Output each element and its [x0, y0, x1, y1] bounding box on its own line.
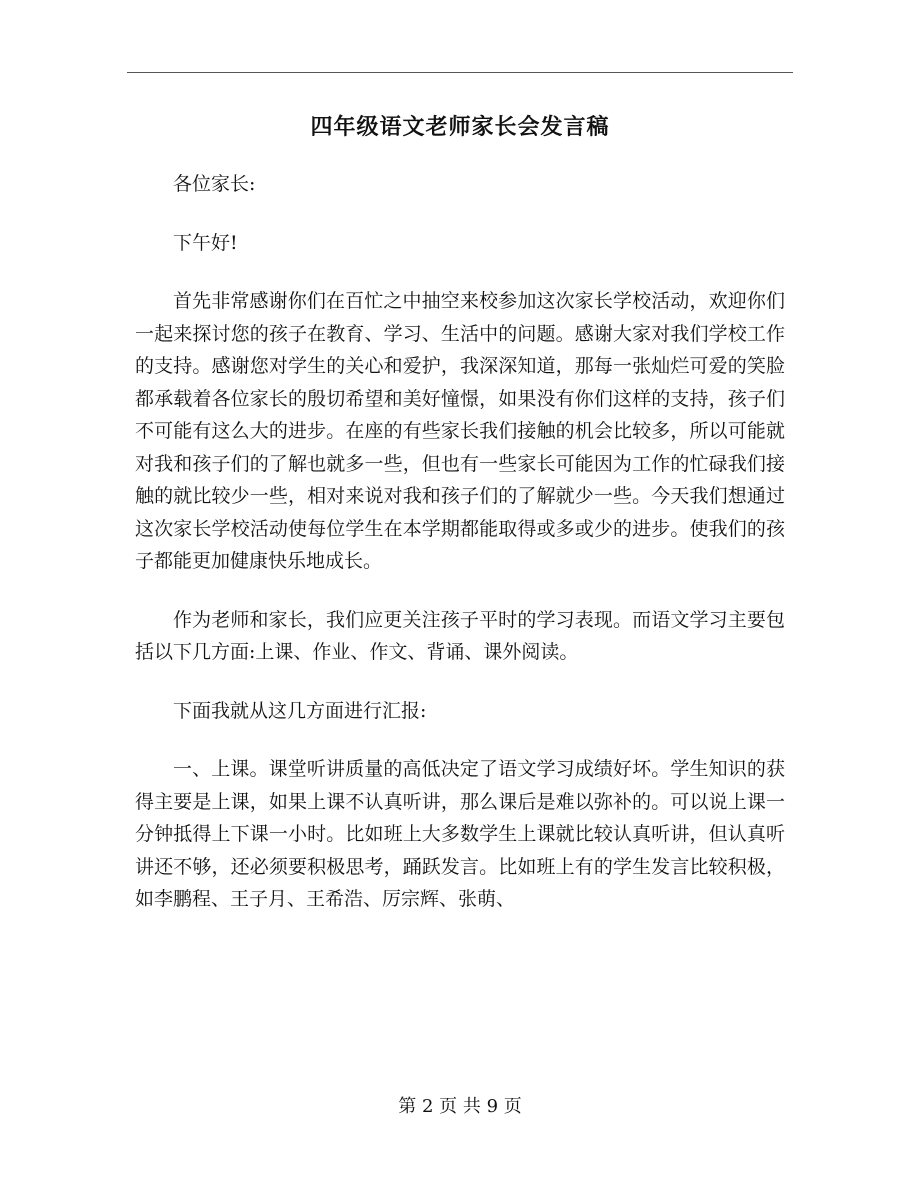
page-number: 第 2 页 共 9 页	[398, 1096, 522, 1117]
paragraph-section-one: 一、上课。课堂听讲质量的高低决定了语文学习成绩好坏。学生知识的获得主要是上课，如果上课不认真听讲，那么课后是难以弥补的。可以说上课一分钟抵得上下课一小时。比如班上大多数学生上课就比较认真听讲，但认真听讲还不够，还必须要积极思考，踊跃发言。比如班上有的学生发言比较积极，如李鹏程、王子月、王希浩、厉宗辉、张萌、	[135, 758, 785, 910]
greeting: 下午好!	[173, 231, 238, 254]
document-body	[135, 168, 785, 916]
paragraph-report-intro: 下面我就从这几方面进行汇报:	[173, 699, 427, 722]
document-title: 四年级语文老师家长会发言稿	[310, 114, 610, 140]
header-rule	[127, 72, 793, 73]
paragraph-focus: 作为老师和家长，我们应更关注孩子平时的学习表现。而语文学习主要包括以下几方面:上课、作业、作文、背诵、课外阅读。	[135, 608, 785, 663]
salutation: 各位家长:	[173, 173, 256, 195]
paragraph-intro: 首先非常感谢你们在百忙之中抽空来校参加这次家长学校活动，欢迎你们一起来探讨您的孩子在教育、学习、生活中的问题。感谢大家对我们学校工作的支持。感谢您对学生的关心和爱护，我深深知道，那每一张灿烂可爱的笑脸都承载着各位家长的殷切希望和美好憧憬，如果没有你们这样的支持，孩子们不可能有这么大的进步。在座的有些家长我们接触的机会比较多，所以可能就对我和孩子们的了解也就多一些，但也有一些家长可能因为工作的忙碌我们接触的就比较少一些，相对来说对我和孩子们的了解就少一些。今天我们想通过这次家长学校活动使每位学生在本学期都能取得或多或少的进步。使我们的孩子都能更加健康快乐地成长。	[135, 290, 785, 572]
